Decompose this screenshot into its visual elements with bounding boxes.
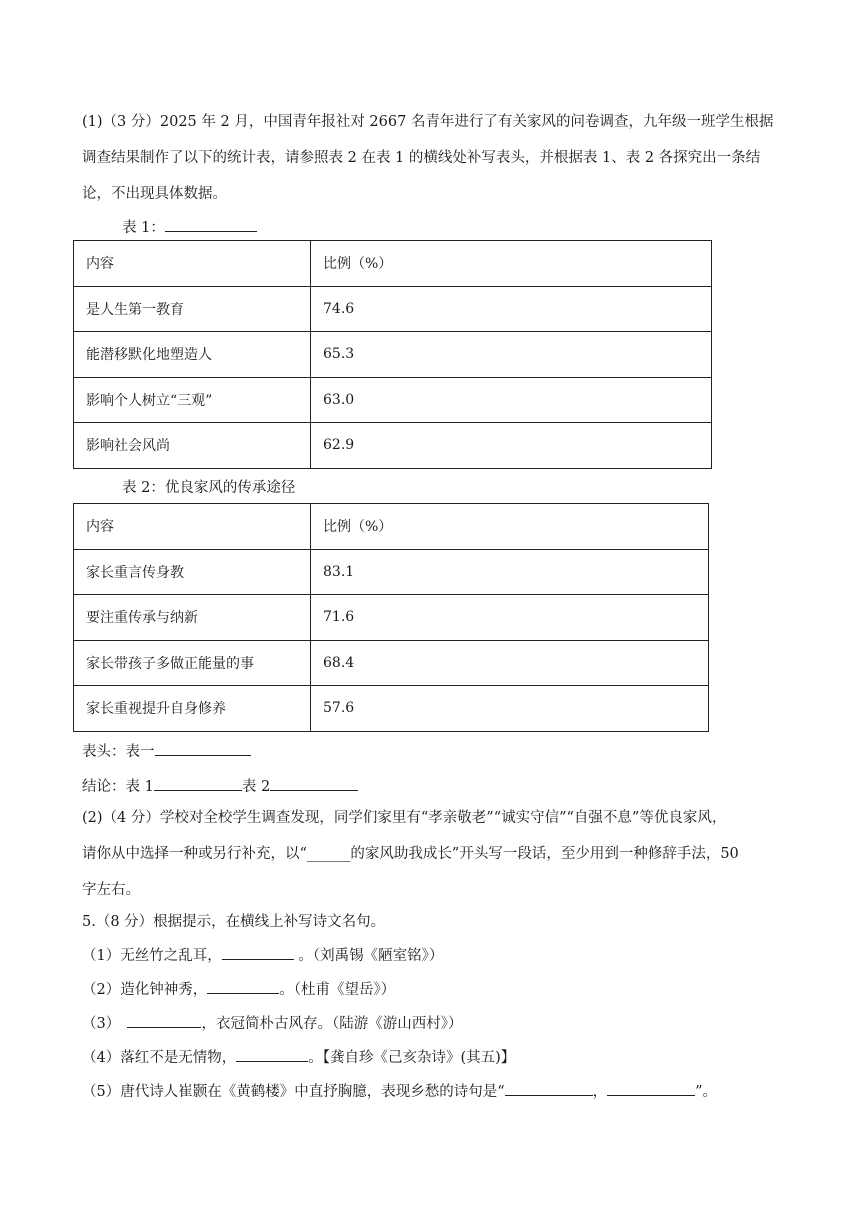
table2 <box>73 503 709 732</box>
answer-header-blank[interactable] <box>155 741 251 756</box>
q5-item-3 <box>82 1012 462 1033</box>
q4-part2-line3: 字左右。 <box>82 882 140 898</box>
q5-item-2 <box>82 978 395 999</box>
answer-header-line <box>82 740 251 761</box>
table2-cell: 要注重传承与纳新 <box>74 595 311 641</box>
q5-item-1-pre: （1）无丝竹之乱耳， <box>82 948 222 964</box>
q5-item-4-blank[interactable] <box>236 1047 308 1062</box>
q5-title: 5.（8 分）根据提示，在横线上补写诗文名句。 <box>82 914 386 930</box>
answer-table2-label: 表 2 <box>241 779 271 795</box>
q5-item-3-blank[interactable] <box>127 1013 201 1028</box>
table1-caption <box>122 216 257 237</box>
table2-cell: 71.6 <box>311 595 709 641</box>
table-row <box>74 423 712 469</box>
q5-item-2-blank[interactable] <box>207 979 279 994</box>
table2-cell: 83.1 <box>311 549 709 595</box>
q5-item-2-pre: （2）造化钟神秀， <box>82 982 208 998</box>
answer-header-label: 表头：表一 <box>82 744 155 760</box>
table-row <box>74 686 709 732</box>
q5-item-5-mid: ， <box>592 1084 608 1100</box>
q4-part2-text <box>82 800 776 908</box>
table2-caption: 表 2：优良家风的传承途径 <box>122 480 296 496</box>
table1-caption-label: 表 1： <box>122 220 165 236</box>
q4-part1-line1: (1)（3 分）2025 年 2 月，中国青年报社对 2667 名青年进行了有关家风的问卷调查，九年级一班学生根据 <box>82 114 774 130</box>
table2-header-content: 内容 <box>74 504 311 550</box>
table-row <box>74 332 712 378</box>
table2-header-row <box>74 504 709 550</box>
table2-cell: 家长重言传身教 <box>74 549 311 595</box>
q5-item-3-pre: （3） <box>82 1016 128 1032</box>
table2-cell: 68.4 <box>311 640 709 686</box>
table1-header-ratio: 比例（%） <box>311 241 712 287</box>
table1-cell: 65.3 <box>311 332 712 378</box>
q5-item-5 <box>82 1080 717 1101</box>
table1-cell: 影响个人树立“三观” <box>74 377 311 423</box>
table2-cell: 家长带孩子多做正能量的事 <box>74 640 311 686</box>
q5-item-1-post: 。（刘禹锡《陋室铭》） <box>293 948 444 964</box>
q5-item-5-pre: （5）唐代诗人崔颢在《黄鹤楼》中直抒胸臆，表现乡愁的诗句是“ <box>82 1084 505 1100</box>
table1-header-content: 内容 <box>74 241 311 287</box>
table1-cell: 是人生第一教育 <box>74 286 311 332</box>
table1-cell: 影响社会风尚 <box>74 423 311 469</box>
q4-part1-text <box>82 104 776 212</box>
table-row <box>74 640 709 686</box>
q5-item-3-post: ，衣冠简朴古风存。（陆游《游山西村》） <box>201 1016 463 1032</box>
q5-item-1-blank[interactable] <box>222 945 294 960</box>
table1-caption-blank[interactable] <box>165 217 257 232</box>
table1-cell: 74.6 <box>311 286 712 332</box>
answer-conclusion-blank-2[interactable] <box>270 776 358 791</box>
q5-item-1 <box>82 944 443 965</box>
table-row <box>74 595 709 641</box>
table1-cell: 63.0 <box>311 377 712 423</box>
table2-header-ratio: 比例（%） <box>311 504 709 550</box>
table1-cell: 62.9 <box>311 423 712 469</box>
answer-conclusion-blank-1[interactable] <box>154 776 242 791</box>
answer-conclusion-label: 结论：表 1 <box>82 779 154 795</box>
table1-header-row <box>74 241 712 287</box>
table2-cell: 57.6 <box>311 686 709 732</box>
answer-conclusion-line <box>82 775 358 796</box>
q4-part2-line1: (2)（4 分）学校对全校学生调查发现，同学们家里有“孝亲敬老”“诚实守信”“自强不息”等优良家风， <box>82 810 727 826</box>
table1 <box>73 240 712 469</box>
q5-item-4 <box>82 1046 515 1067</box>
table-row <box>74 377 712 423</box>
q5-item-5-blank-1[interactable] <box>505 1081 593 1096</box>
q5-item-4-pre: （4）落红不是无情物， <box>82 1050 237 1066</box>
q5-item-4-post: 。【龚自珍《己亥杂诗》(其五)】 <box>308 1050 516 1066</box>
q5-item-2-post: 。（杜甫《望岳》） <box>279 982 396 998</box>
table2-cell: 家长重视提升自身修养 <box>74 686 311 732</box>
table1-cell: 能潜移默化地塑造人 <box>74 332 311 378</box>
q5-item-5-post: ”。 <box>695 1084 718 1100</box>
q4-part1-line2: 调查结果制作了以下的统计表，请参照表 2 在表 1 的横线处补写表头，并根据表 1、表 2 各探究出一条结 <box>82 150 761 166</box>
q5-item-5-blank-2[interactable] <box>607 1081 695 1096</box>
table-row <box>74 286 712 332</box>
table-row <box>74 549 709 595</box>
q4-part1-line3: 论，不出现具体数据。 <box>82 186 227 202</box>
q4-part2-line2: 请你从中选择一种或另行补充，以“______的家风助我成长”开头写一段话，至少用到一种修辞手法，50 <box>82 846 739 862</box>
